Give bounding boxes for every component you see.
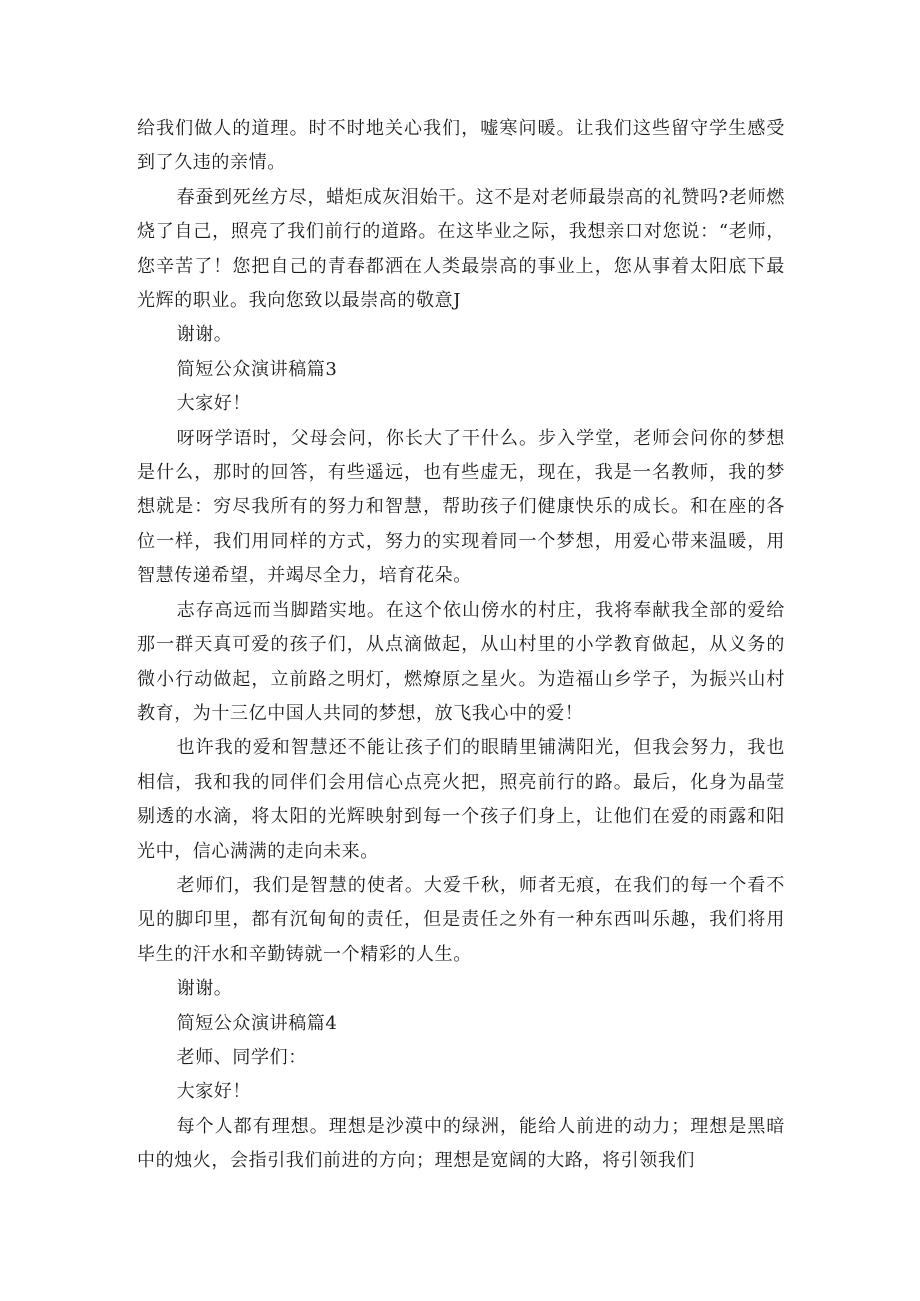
- section-heading-3: 简短公众演讲稿篇3: [176, 358, 338, 380]
- paragraph-ideals: 每个人都有理想。理想是沙漠中的绿洲，能给人前进的动力；理想是黑暗中的烛火，会指引我们前进的方向；理想是宽阔的大路，将引领我们: [137, 1115, 785, 1172]
- paragraph-thanks: 谢谢。: [176, 324, 233, 346]
- paragraph-greeting: 大家好！: [176, 393, 251, 415]
- paragraph-continuation: 给我们做人的道理。时不时地关心我们，嘘寒问暖。让我们这些留守学生感受到了久违的亲情。: [137, 118, 785, 174]
- paragraph-salutation: 老师、同学们：: [176, 1046, 307, 1068]
- document-body: [137, 112, 785, 1179]
- paragraph-tribute: 春蚕到死丝方尽，蜡炬成灰泪始干。这不是对老师最崇高的礼赞吗?老师燃烧了自己，照亮了我们前行的道路。在这毕业之际，我想亲口对您说：“老师，您辛苦了！您把自己的青春都洒在人类最崇高的事业上，您从事着太阳底下最光辉的职业。我向您致以最崇高的敬意J: [137, 186, 785, 312]
- paragraph-teachers: 老师们，我们是智慧的使者。大爱千秋，师者无痕，在我们的每一个看不见的脚印里，都有沉甸甸的责任，但是责任之外有一种东西叫乐趣，我们将用毕生的汗水和辛勤铸就一个精彩的人生。: [137, 874, 785, 965]
- section-heading-4: 简短公众演讲稿篇4: [176, 1012, 338, 1034]
- paragraph-aspiration: 志存高远而当脚踏实地。在这个依山傍水的村庄，我将奉献我全部的爱给那一群天真可爱的孩子们，从点滴做起，从山村里的小学教育做起，从义务的微小行动做起，立前路之明灯，燃燎原之星火。为造福山乡学子，为振兴山村教育，为十三亿中国人共同的梦想，放飞我心中的爱！: [137, 599, 785, 724]
- paragraph-dream: 呀呀学语时，父母会问，你长大了干什么。步入学堂，老师会问你的梦想是什么，那时的回答，有些遥远，也有些虚无，现在，我是一名教师，我的梦想就是：穷尽我所有的努力和智慧，帮助孩子们健康快乐的成长。和在座的各位一样，我们用同样的方式，努力的实现着同一个梦想，用爱心带来温暖，用智慧传递希望，并竭尽全力，培育花朵。: [137, 427, 785, 587]
- paragraph-hope: 也许我的爱和智慧还不能让孩子们的眼睛里铺满阳光，但我会努力，我也相信，我和我的同伴们会用信心点亮火把，照亮前行的路。最后，化身为晶莹剔透的水滴，将太阳的光辉映射到每一个孩子们身上，让他们在爱的雨露和阳光中，信心满满的走向未来。: [137, 737, 785, 862]
- paragraph-greeting: 大家好！: [176, 1081, 251, 1103]
- paragraph-thanks: 谢谢。: [176, 978, 233, 1000]
